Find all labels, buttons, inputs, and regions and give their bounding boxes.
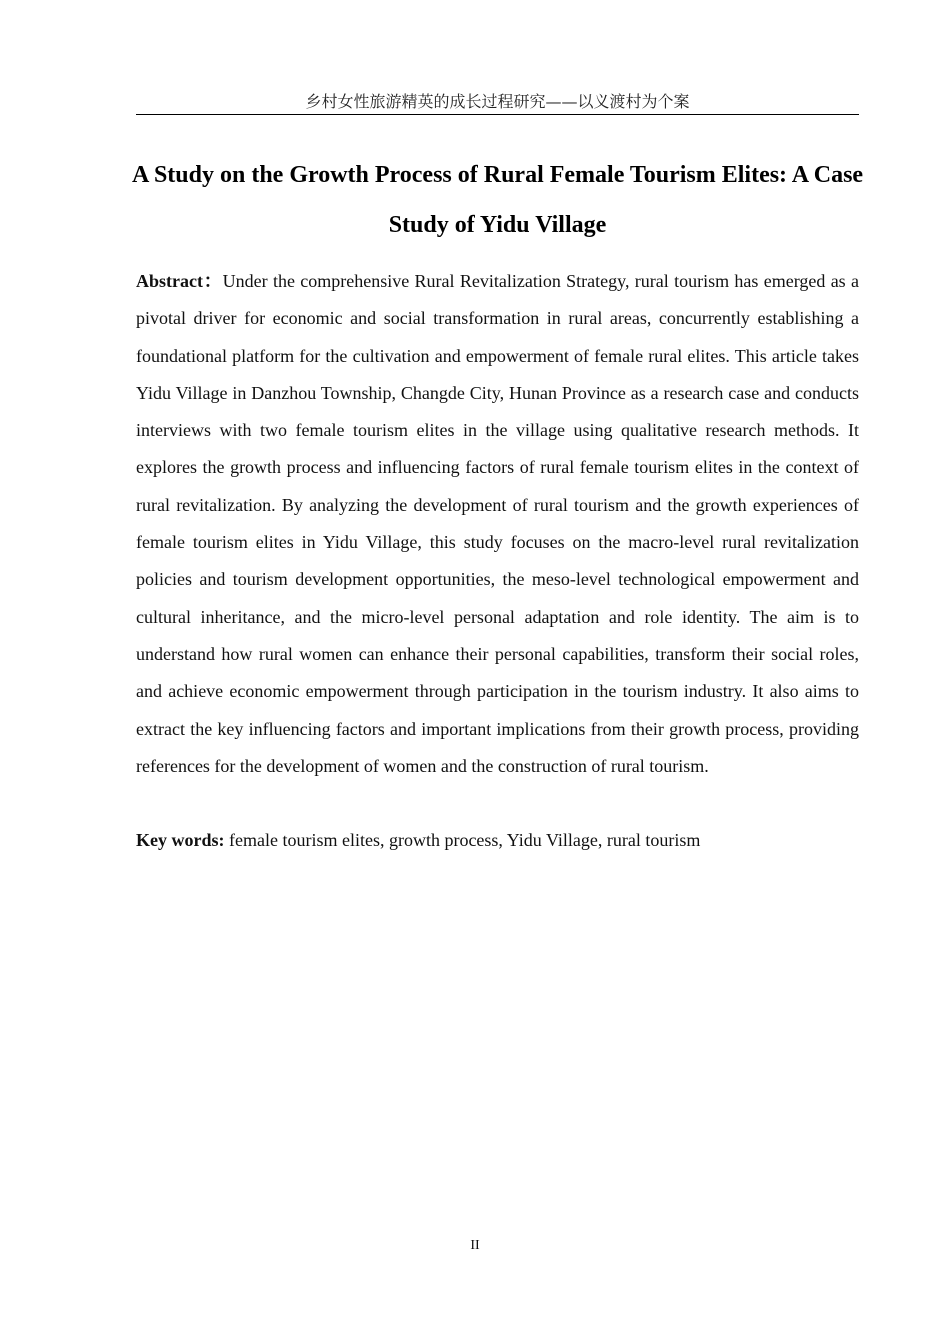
keywords-text: female tourism elites, growth process, Yidu Village, rural tourism — [229, 830, 701, 850]
keywords-label: Key words: — [136, 830, 225, 850]
abstract-paragraph — [136, 263, 859, 785]
paper-title: A Study on the Growth Process of Rural Female Tourism Elites: A Case Study of Yidu Village — [131, 162, 864, 238]
abstract-text: Under the comprehensive Rural Revitalization Strategy, rural tourism has emerged as a pivotal driver for economic and social transformation in rural areas, concurrently establishing a foundational platform for the cultivation and empowerment of female rural elites. This article takes Yidu Village in Danzhou Township, Changde City, Hunan Province as a research case and conducts interviews with two female tourism elites in the village using qualitative research methods. It explores the growth process and influencing factors of rural female tourism elites in the context of rural revitalization. By analyzing the development of rural tourism and the growth experiences of female tourism elites in Yidu Village, this study focuses on the macro-level rural revitalization policies and tourism development opportunities, the meso-level technological empowerment and cultural inheritance, and the micro-level personal adaptation and role identity. The aim is to understand how rural women can enhance their personal capabilities, transform their social roles, and achieve economic empowerment through participation in the tourism industry. It also aims to extract the key influencing factors and important implications from their growth process, providing references for the development of women and the construction of rural tourism. — [136, 271, 859, 776]
keywords-line — [136, 826, 859, 854]
running-header: 乡村女性旅游精英的成长过程研究——以义渡村为个案 — [136, 90, 859, 115]
page-number: II — [470, 1238, 480, 1253]
abstract-label: Abstract： — [136, 271, 223, 291]
